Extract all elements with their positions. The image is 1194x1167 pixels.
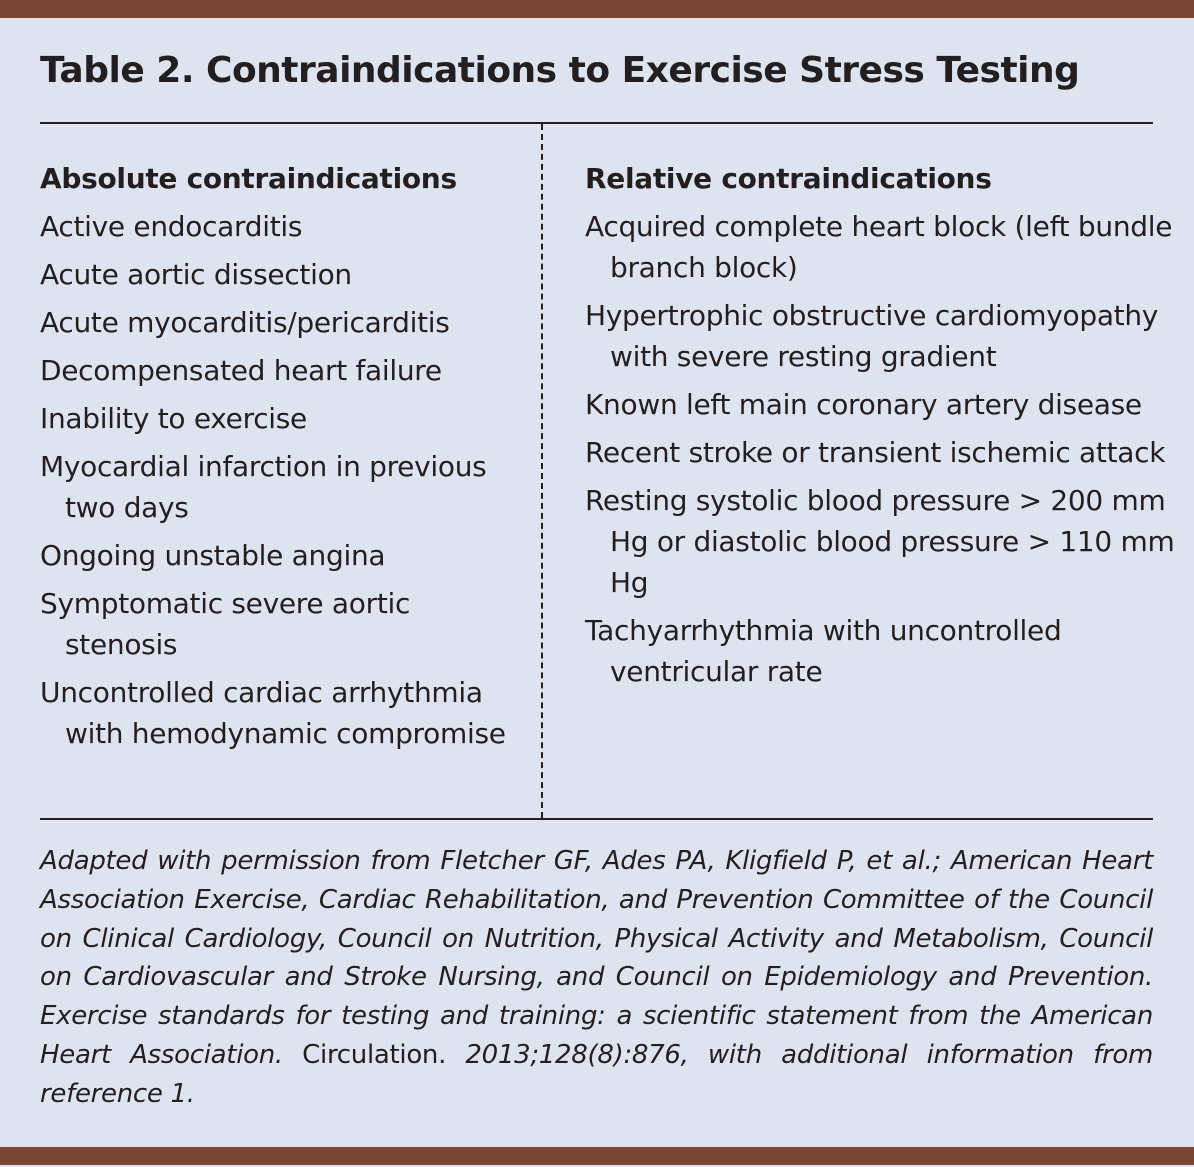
table-title: Table 2. Contraindications to Exercise Stress Testing	[40, 50, 1080, 91]
relative-column	[585, 158, 1175, 699]
list-item: Resting systolic blood pressure > 200 mm Hg or diastolic blood pressure > 110 mm Hg	[585, 484, 1175, 599]
list-item: Acute myocarditis/pericarditis	[40, 306, 450, 339]
list-item: Tachyarrhythmia with uncontrolled ventricular rate	[585, 614, 1062, 688]
relative-heading: Relative contraindications	[585, 162, 992, 195]
list-item: Inability to exercise	[40, 402, 307, 435]
bottom-rule	[40, 818, 1153, 820]
footnote-citation: Adapted with permission from Fletcher GF, Ades PA, Kligfield P, et al.; American Heart Association Exercise, Cardiac Rehabilitation, and Prevention Committee of the Council on Clinical Cardiology, Council on Nutrition, Physical Activity and Metabolism, Council on Cardiovascular and Stroke Nursing, and Council on Epidemiology and Prevention. Exercise standards for testing and training: a scientific statement from the American Heart Association.	[40, 846, 1153, 1070]
list-item: Known left main coronary artery disease	[585, 388, 1142, 421]
list-item: Ongoing unstable angina	[40, 539, 386, 572]
list-item: Myocardial infarction in previous two days	[40, 450, 487, 524]
source-footnote	[40, 842, 1153, 1114]
absolute-heading: Absolute contraindications	[40, 162, 457, 195]
list-item: Acute aortic dissection	[40, 258, 352, 291]
footnote-journal: Circulation.	[282, 1039, 466, 1070]
bottom-border-bar	[0, 1147, 1194, 1165]
footnote-reference: 2013;128(8):876, with additional information from reference 1.	[40, 1039, 1153, 1109]
list-item: Acquired complete heart block (left bundle branch block)	[585, 210, 1173, 284]
list-item: Decompensated heart failure	[40, 354, 442, 387]
absolute-column	[40, 158, 520, 761]
column-divider	[541, 124, 543, 818]
list-item: Hypertrophic obstructive cardiomyopathy with severe resting gradient	[585, 299, 1159, 373]
top-rule	[40, 122, 1153, 124]
list-item: Uncontrolled cardiac arrhythmia with hemodynamic compromise	[40, 676, 506, 750]
list-item: Symptomatic severe aortic stenosis	[40, 587, 411, 661]
list-item: Recent stroke or transient ischemic attack	[585, 436, 1166, 469]
top-border-bar	[0, 0, 1194, 18]
list-item: Active endocarditis	[40, 210, 303, 243]
